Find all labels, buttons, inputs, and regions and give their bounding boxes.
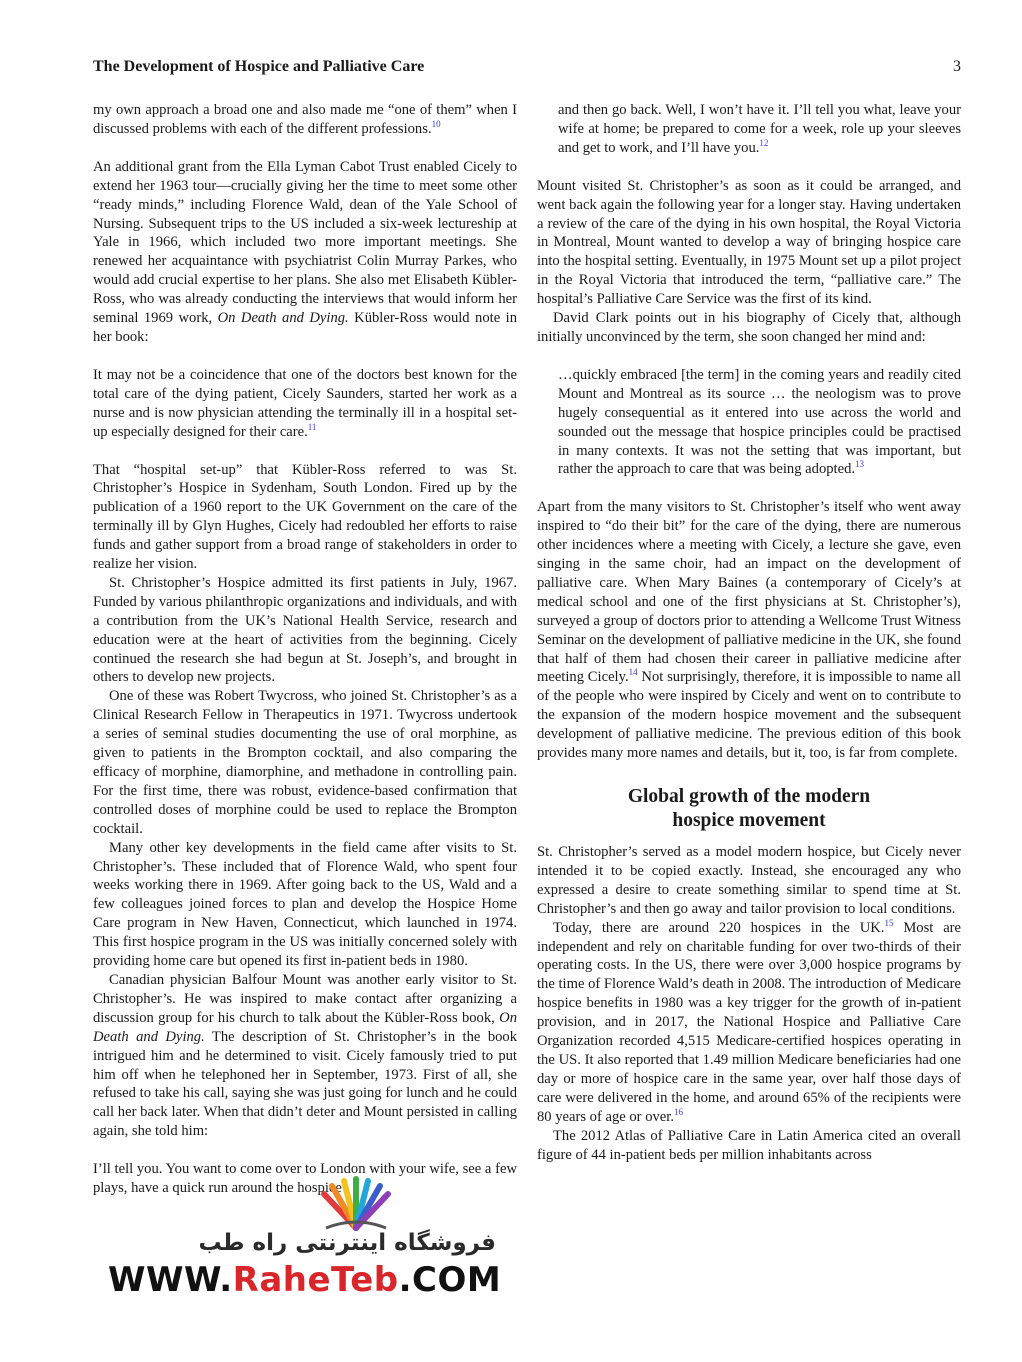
- book-fan-logo-icon: [318, 1176, 394, 1236]
- book-title: On Death and Dying.: [217, 310, 349, 327]
- paragraph: Today, there are around 220 hospices in the UK.$^{15}$ Most are independent and rely on charitable funding for over two-thirds of their operating costs. In the US, there were over 3,000 hospice programs by the time of Florence Wald’s death in 2008. The introduction of Medicare hospice benefits in 1980 was a key trigger for the growth of in-patient provision, and in 2017, the National Hospice and Palliative Care Organization recorded 4,515 Medicare-certified hospices operating in the US. It also reported that 1.49 million Medicare beneficiaries had one day or more of hospice care in the same year, over half those days of care were delivered in the home, and around 65% of the recipients were 80 years of age or over.$^{16}$: [537, 917, 962, 1125]
- paragraph: Mount visited St. Christopher’s as soon as it could be arranged, and went back again the following year for a longer stay. Having undertaken a review of the care of the dying in his own hospital, the Royal Victoria in Montreal, Mount wanted to develop a way of bringing hospice care into the hospital setting. Eventually, in 1975 Mount set up a pilot project in the Royal Victoria that introduced the term, “palliative care.” The hospital’s Palliative Care Service was the first of its kind.: [537, 177, 961, 308]
- footnote-ref-12[interactable]: 12: [759, 137, 769, 148]
- paragraph: The 2012 Atlas of Palliative Care in Latin America cited an overall figure of 44 in-patient beds per million inhabitants across: [537, 1127, 961, 1163]
- site-watermark: [96, 1168, 502, 1318]
- footnote-ref-14[interactable]: 14: [628, 667, 638, 678]
- section-heading: Global growth of the modern hospice movement: [627, 786, 871, 831]
- block-quote-12-start: I’ll tell you. You want to come over to London with your wife, see a few plays, have a quick run around the hospice: [93, 1161, 517, 1197]
- paragraph: One of these was Robert Twycross, who joined St. Christopher’s as a Clinical Research Fellow in Therapeutics in 1971. Twycross undertook a series of seminal studies documenting the use of oral morphine, as given to patients in the Brompton cocktail, and also comparing the efficacy of morphine, diamorphine, and methadone in controlling pain. For the first time, there was robust, evidence-based confirmation that controlled doses of morphine could be used to replace the Brompton cocktail.: [93, 688, 517, 837]
- paragraph: David Clark points out in his biography of Cicely that, although initially unconvinced by the term, she soon changed her mind and:: [537, 310, 961, 345]
- paragraph: Many other key developments in the field came after visits to St. Christopher’s. These included that of Florence Wald, who spent four weeks working there in 1969. After going back to the US, Wald and a few colleagues joined forces to plan and develop the Hospice Home Care program in New Haven, Connecticut, which launched in 1974. This first hospice program in the US was initially concerned solely with providing home care but opened its first in-patient beds in 1980.: [93, 839, 517, 970]
- running-header: [93, 58, 961, 82]
- right-column: [537, 101, 961, 1164]
- paragraph: St. Christopher’s Hospice admitted its first patients in July, 1967. Funded by various philanthropic organizations and individuals, and with a contribution from the UK’s National Health Service, research and education were at the heart of activities from the beginning. Cicely continued the research she had begun at St. Joseph’s, and brought in others to develop new projects.: [93, 574, 517, 686]
- block-quote-10: my own approach a broad one and also made me “one of them” when I discussed problems with each of the different professions.$^{10}$: [93, 102, 517, 137]
- watermark-persian-text: فروشگاه اینترنتی راه طب: [198, 1230, 496, 1256]
- left-column: [93, 101, 517, 1198]
- footnote-ref-13[interactable]: 13: [855, 459, 865, 470]
- footnote-ref-16[interactable]: 16: [673, 1106, 683, 1117]
- paragraph: St. Christopher’s served as a model modern hospice, but Cicely never intended it to be copied exactly. Instead, she encouraged any who expressed a desire to create something similar to spend time at St. Christopher’s and then go away and tailor provision to local conditions.: [537, 844, 961, 917]
- page-number: 3: [953, 58, 961, 75]
- paragraph: That “hospital set-up” that Kübler-Ross referred to was St. Christopher’s Hospice in Sydenham, South London. Fired up by the publication of a 1960 report to the UK Government on the care of the terminally ill by Glyn Hughes, Cicely had redoubled her efforts to raise funds and gather support from a broad range of stakeholders in order to realize her vision.: [93, 461, 517, 573]
- block-quote-13: …quickly embraced [the term] in the coming years and readily cited Mount and Montreal as its source … the neologism was to prove hugely consequential as it entered into use across the world and sounded out the message that hospice principles could be practised in many contexts. It was not the setting that was important, but rather the approach to care that was being adopted.$^{13}$: [558, 366, 961, 478]
- paragraph: Apart from the many visitors to St. Christopher’s itself who went away inspired to “do their bit” for the care of the dying, there are numerous other incidences where a meeting with Cicely, a lecture she gave, even singing in the same choir, had an impact on the development of palliative care. When Mary Baines (a contemporary of Cicely’s at medical school and one of the first physicians at St. Christopher’s), surveyed a group of doctors prior to attending a Wellcome Trust Witness Seminar on the development of palliative medicine in the UK, she found that half of them had chosen their career in palliative medicine after meeting Cicely.$^{14}$ Not surprisingly, therefore, it is impossible to name all of the people who were inspired by Cicely and went on to contribute to the expansion of the modern hospice movement and the subsequent development of palliative medicine. The previous edition of this book provides many more names and details, but it, too, is far from complete.: [537, 499, 962, 762]
- paragraph: An additional grant from the Ella Lyman Cabot Trust enabled Cicely to extend her 1963 tour—crucially giving her the time to meet some other “ready minds,” including Florence Wald, dean of the Yale School of Nursing. Subsequent trips to the US included a six-week lectureship at Yale in 1966, which included two more important meetings. She renewed her acquaintance with psychiatrist Colin Murray Parkes, who would add crucial expertise to her plans. She also met Elisabeth Kübler-Ross, who was already conducting the interviews that would inform her seminal 1969 work, On Death and Dying. Kübler-Ross would note in her book:: [93, 158, 517, 345]
- paragraph: Canadian physician Balfour Mount was another early visitor to St. Christopher’s. He was inspired to make contact after organizing a discussion group for his church to talk about the Kübler-Ross book, On Death and Dying. The description of St. Christopher’s in the book intrigued him and he determined to visit. Cicely famously tried to put him off when he telephoned her in September, 1973. First of all, she refused to take his call, saying she was just going for lunch and he could call her back later. When that didn’t deter and Mount persisted in calling again, she told him:: [93, 971, 518, 1140]
- footnote-ref-11[interactable]: 11: [307, 421, 317, 432]
- watermark-url[interactable]: WWW.RaheTeb.COM: [108, 1260, 502, 1300]
- running-title: The Development of Hospice and Palliative Care: [93, 58, 425, 75]
- footnote-ref-10[interactable]: 10: [431, 119, 441, 130]
- footnote-ref-15[interactable]: 15: [884, 917, 894, 928]
- block-quote-11: It may not be a coincidence that one of the doctors best known for the total care of the dying patient, Cicely Saunders, started her work as a nurse and is now physician attending the terminally ill in a hospital set-up especially designed for their care.$^{11}$: [93, 366, 517, 440]
- book-title: On Death and Dying.: [93, 1009, 517, 1045]
- block-quote-12-continued: and then go back. Well, I won’t have it. I’ll tell you what, leave your wife at home; be prepared to come for a week, role up your sleeves and get to work, and I’ll have you.$^{12}$: [558, 102, 961, 156]
